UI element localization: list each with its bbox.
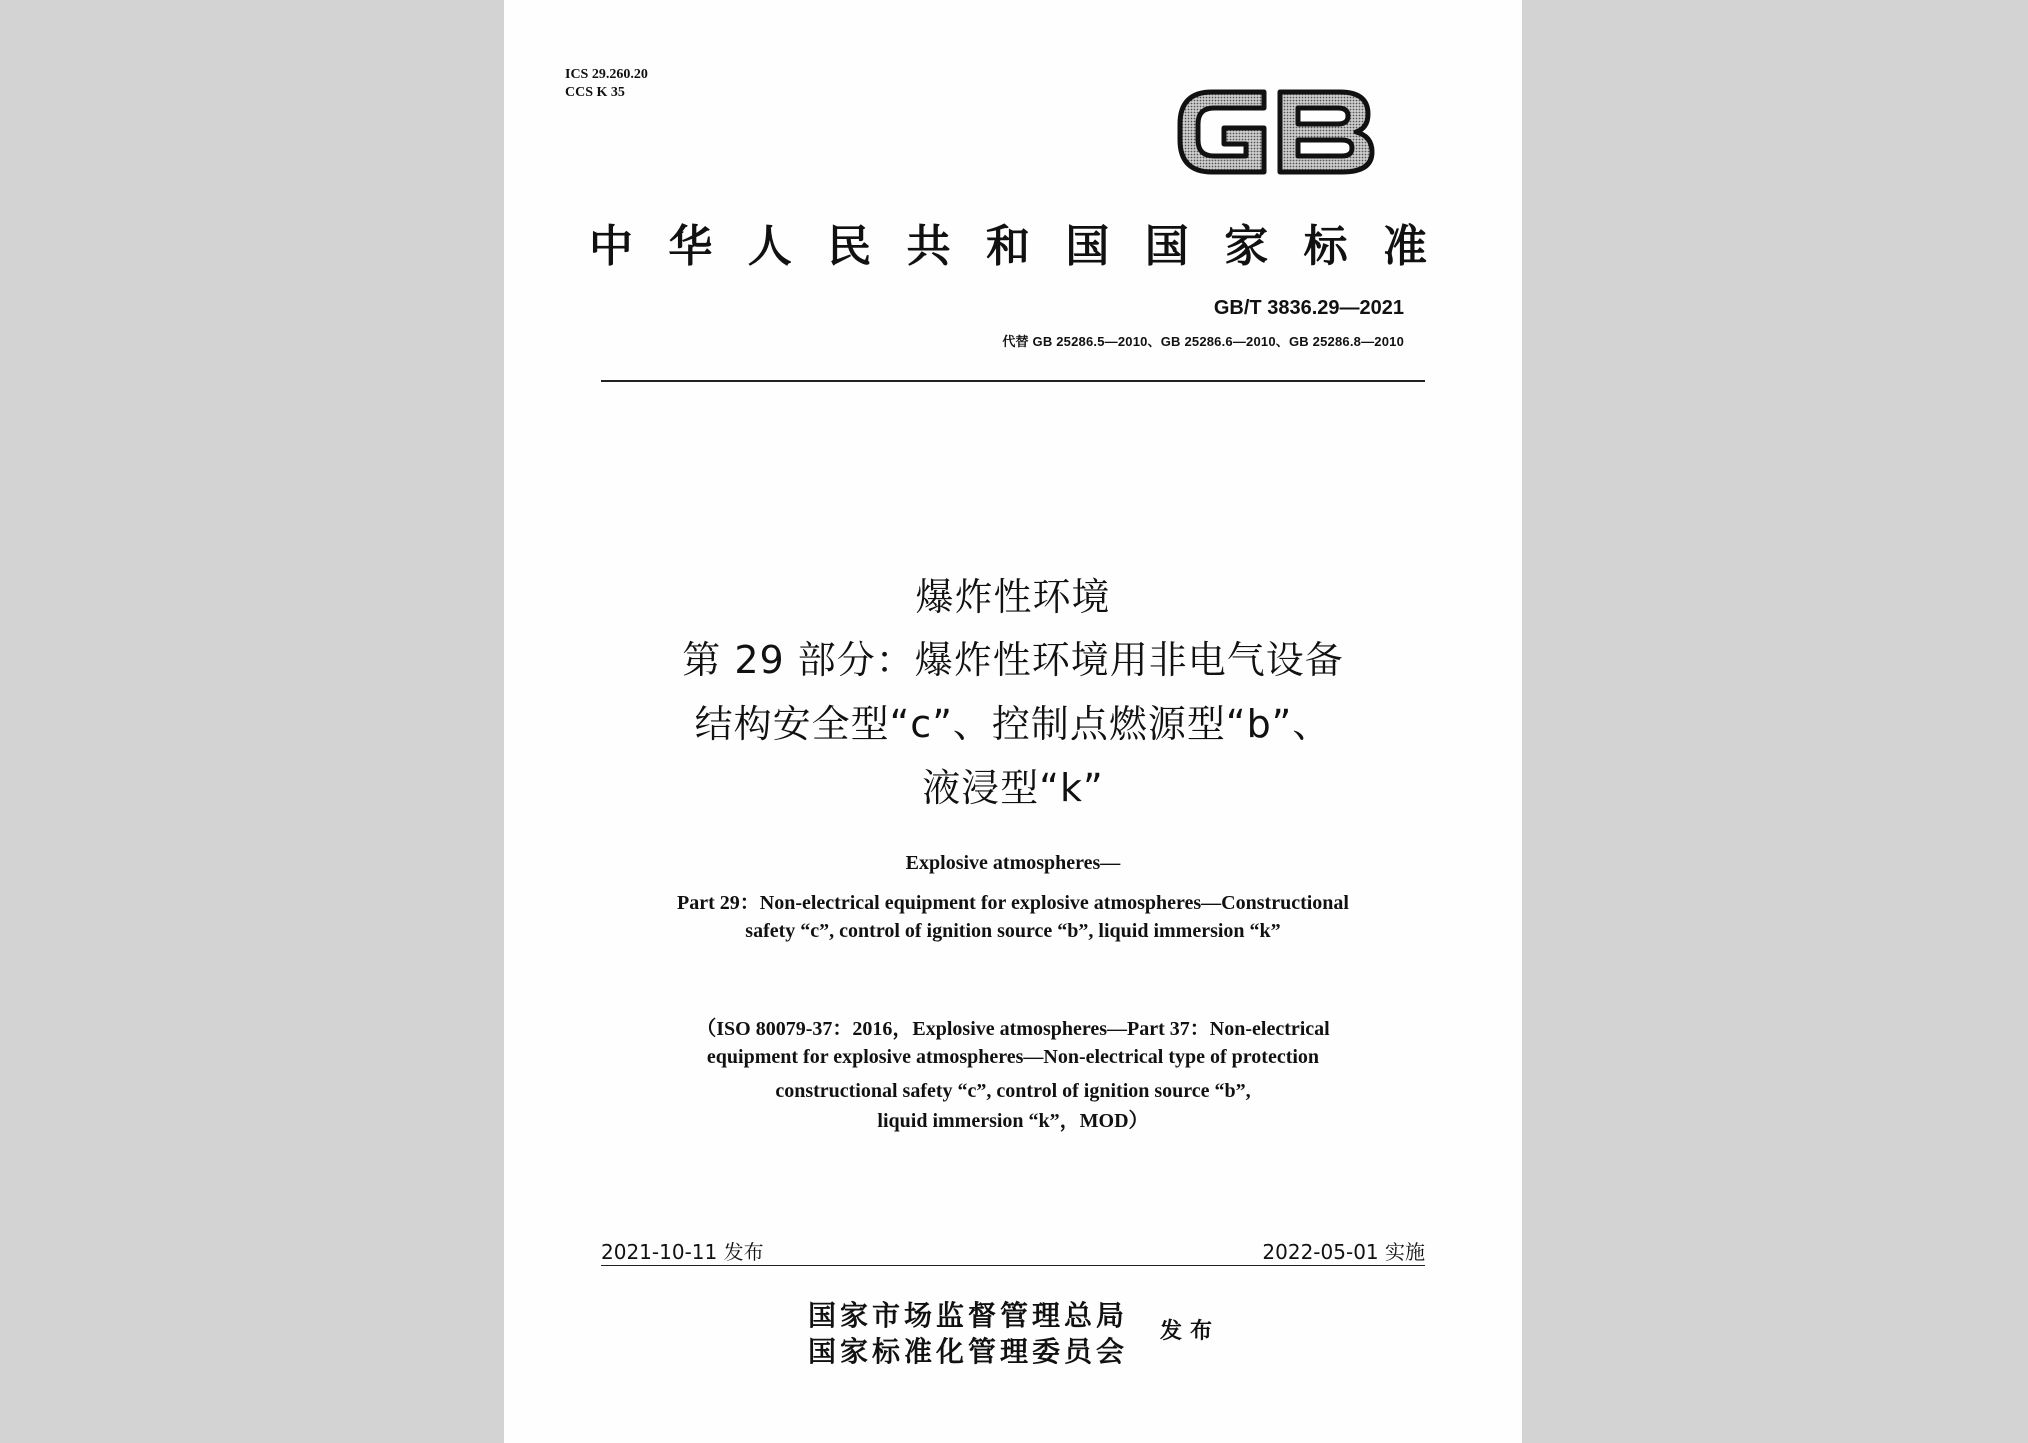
en-title-line-1: Explosive atmospheres—: [905, 852, 1121, 874]
bottom-divider: [601, 1265, 1425, 1266]
cn-title-line-2: 第 29 部分：爆炸性环境用非电气设备: [682, 638, 1344, 682]
country-standard-title: 中华人民共和国国家标准: [589, 221, 1429, 272]
iso-reference-line-2: equipment for explosive atmospheres—Non-electrical type of protection: [706, 1046, 1320, 1068]
classification-codes: [565, 66, 648, 102]
top-divider: [601, 380, 1425, 382]
iso-reference-line-1: （ISO 80079-37：2016，Explosive atmospheres—Part 37：Non-electrical: [696, 1018, 1330, 1040]
standard-number: GB/T 3836.29—2021: [1213, 297, 1404, 319]
publish-label: 发布: [1160, 1318, 1221, 1344]
issuer-samr: 国家市场监督管理总局: [808, 1299, 1129, 1332]
gb-standard-logo: [1172, 78, 1380, 186]
iso-reference-line-4: liquid immersion “k”，MOD）: [877, 1110, 1149, 1132]
iso-reference-line-3: constructional safety “c”, control of ignition source “b”,: [775, 1080, 1251, 1102]
ics-code: ICS 29.260.20: [565, 67, 648, 82]
issuer-sac: 国家标准化管理委员会: [808, 1335, 1129, 1368]
en-title-line-2: Part 29：Non-electrical equipment for explosive atmospheres—Constructional: [677, 892, 1349, 914]
issue-date: 2021-10-11 发布: [601, 1240, 764, 1264]
ccs-code: CCS K 35: [565, 85, 625, 100]
cn-title-line-4: 液浸型“k”: [922, 766, 1104, 810]
cn-title-line-3: 结构安全型“c”、控制点燃源型“b”、: [694, 702, 1332, 746]
en-title-line-3: safety “c”, control of ignition source “b”, liquid immersion “k”: [745, 920, 1281, 942]
cn-title-line-1: 爆炸性环境: [915, 575, 1111, 619]
implementation-date: 2022-05-01 实施: [1262, 1240, 1425, 1264]
document-page: [504, 0, 1522, 1443]
replaces-standards: 代替 GB 25286.5—2010、GB 25286.6—2010、GB 25286.8—2010: [1002, 334, 1404, 349]
